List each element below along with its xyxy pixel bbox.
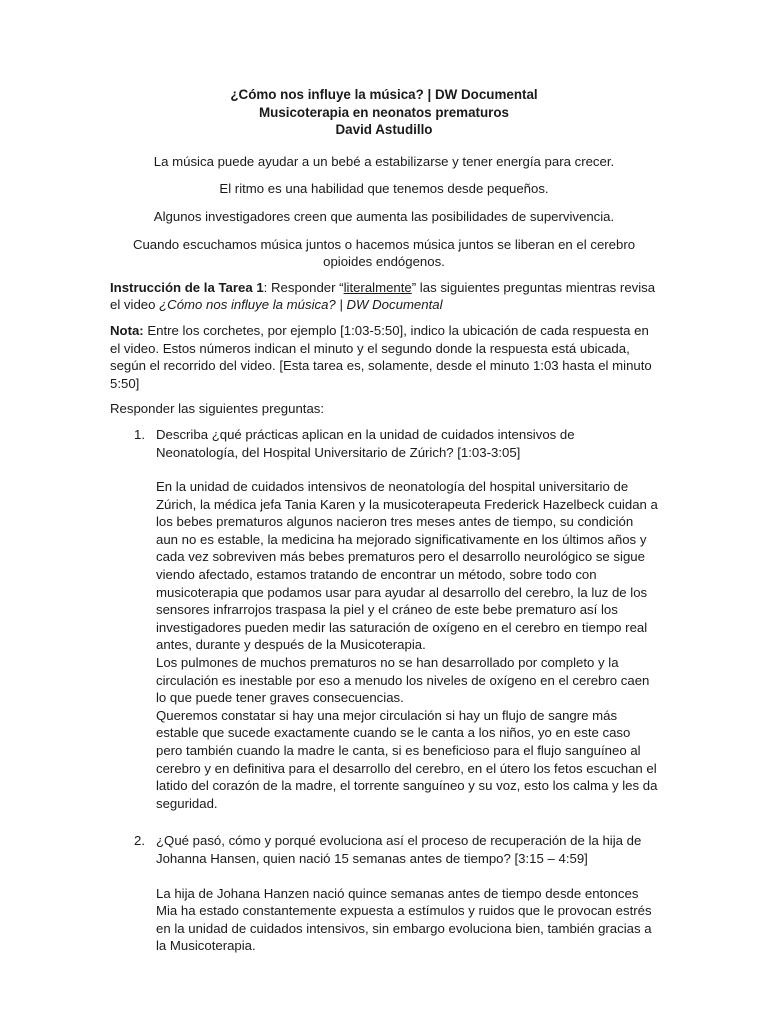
title-line-1: ¿Cómo nos influye la música? | DW Documental [230, 87, 538, 102]
note-label: Nota: [110, 322, 144, 338]
document-page [110, 86, 658, 969]
answer-paragraph: En la unidad de cuidados intensivos de neonatología del hospital universitario de Zúrich, la médica jefa Tania Karen y la musicoterapeuta Frederick Hazelbeck cuidan a los bebes prematuros algunos nacieron tres meses antes de tiempo, su condición aun no es estable, la medicina ha mejorado significativamente en los últimos años y cada vez sobreviven más bebes prematuros pero el desarrollo neurológico se sigue viendo afectado, estamos tratando de encontrar un método, sobre todo con musicoterapia que podamos usar para ayudar al desarrollo del cerebro, la luz de los sensores infrarrojos traspasa la piel y el cráneo de este bebe prematuro así los investigadores pueden medir las saturación de oxígeno en el cerebro en tiempo real antes, durante y después de la Musicoterapia. [156, 479, 658, 653]
question-text: ¿Qué pasó, cómo y porqué evoluciona así el proceso de recuperación de la hija de Johanna Hansen, quien nació 15 semanas antes de tiempo? [3:15 – 4:59] [156, 833, 642, 866]
title-line-3: David Astudillo [335, 122, 433, 138]
intro-paragraph: El ritmo es una habilidad que tenemos desde pequeños. [219, 181, 549, 197]
answer-block [156, 885, 658, 955]
answer-paragraph: La hija de Johana Hanzen nació quince semanas antes de tiempo desde entonces Mia ha estado constantemente expuesta a estímulos y ruidos que le provocan estrés en la unidad de cuidados intensivos, sin embargo evoluciona bien, también gracias a la Musicoterapia. [156, 885, 652, 954]
instruction-text-before: : Responder “ [263, 279, 344, 295]
answer-paragraph: Queremos constatar si hay una mejor circulación si hay un flujo de sangre más estable que sucede exactamente cuando se le canta a los niños, yo en este caso pero también cuando la madre le canta, si es beneficioso para el flujo sanguíneo al cerebro y en definitiva para el desarrollo del cerebro, en el útero los fetos escuchan el latido del corazón de la madre, el torrente sanguíneo y su voz, esto los calma y les da seguridad. [156, 707, 658, 811]
title-line-2: Musicoterapia en neonatos prematuros [258, 104, 509, 120]
note-paragraph [110, 322, 658, 392]
instruction-underlined: literalmente [343, 279, 412, 295]
question-number: 1. [134, 426, 145, 442]
question-list [110, 426, 658, 955]
document-title [110, 86, 658, 139]
intro-paragraph: Algunos investigadores creen que aumenta las posibilidades de supervivencia. [153, 208, 615, 224]
intro-paragraph: Cuando escuchamos música juntos o hacemos música juntos se liberan en el cerebro opioides endógenos. [132, 236, 636, 270]
instruction-video-title: ¿Cómo nos influye la música? | DW Documental [159, 297, 443, 313]
question-text: Describa ¿qué prácticas aplican en la unidad de cuidados intensivos de Neonatología, del Hospital Universitario de Zúrich? [1:03-3:05] [156, 426, 575, 460]
instruction-paragraph [110, 279, 658, 314]
intro-paragraph: La música puede ayudar a un bebé a estabilizarse y tener energía para crecer. [153, 153, 615, 169]
instruction-text-after: ” las siguientes preguntas mientras revisa el video [110, 279, 656, 313]
answer-paragraph: Los pulmones de muchos prematuros no se han desarrollado por completo y la circulación es inestable por eso a menudo los niveles de oxígeno en el cerebro caen lo que puede tener graves consecuencias. [156, 655, 650, 706]
instruction-label: Instrucción de la Tarea 1 [110, 279, 264, 295]
question-item [110, 832, 658, 955]
question-item [110, 426, 658, 812]
answer-block [156, 478, 658, 812]
note-text: Entre los corchetes, por ejemplo [1:03-5:50], indico la ubicación de cada respuesta en el video. Estos números indican el minuto y el segundo donde la respuesta está ubicada, según el recorrido del video. [Esta tarea es, solamente, desde el minuto 1:03 hasta el minuto 5:50] [110, 322, 652, 391]
question-number: 2. [134, 833, 145, 849]
respond-label: Responder las siguientes preguntas: [110, 401, 325, 417]
